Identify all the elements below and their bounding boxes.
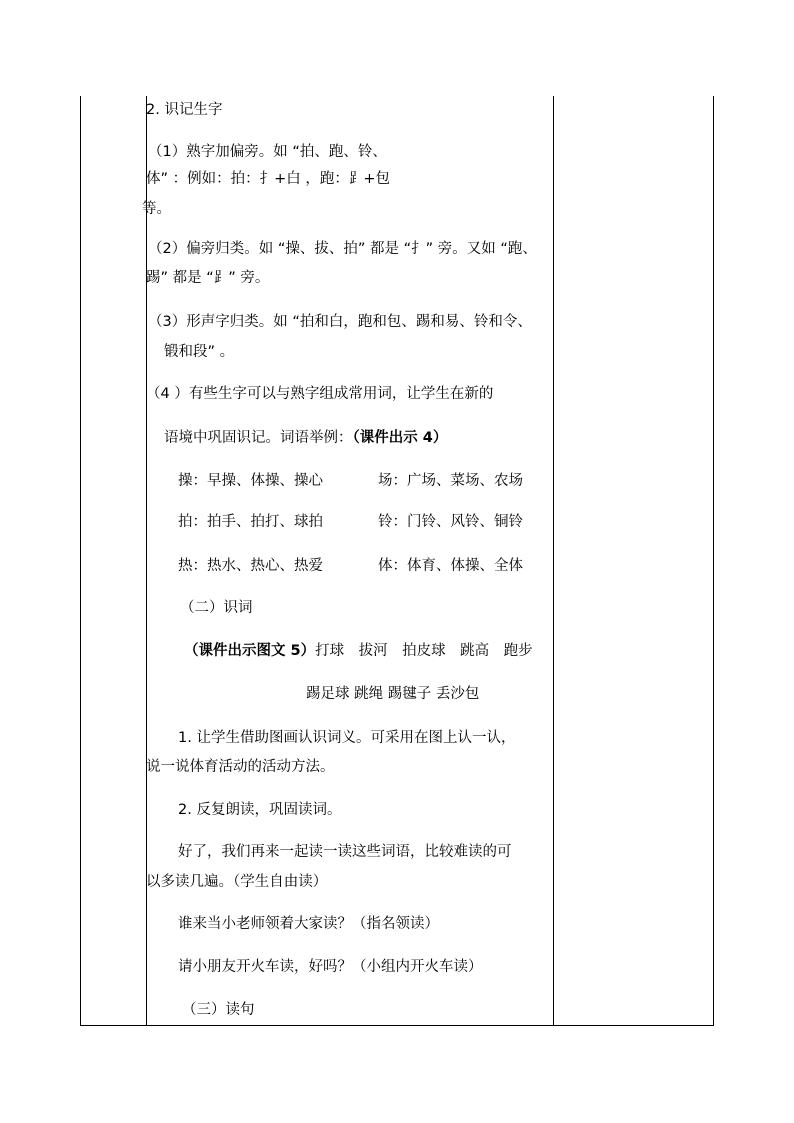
paragraph-line: （1）熟字加偏旁。如 “拍、跑、铃、 — [148, 144, 387, 160]
paragraph-line: 谁来当小老师领着大家读？（指名领读） — [178, 916, 439, 932]
paragraph-line: 踢” 都是 “⻊” 旁。 — [146, 270, 270, 286]
courseware-words-line — [184, 641, 533, 661]
paragraph-line: 请小朋友开火车读，好吗？（小组内开火车读） — [178, 959, 483, 975]
paragraph-line: 2. 反复朗读，巩固读词。 — [178, 802, 342, 818]
table-border-right — [713, 96, 714, 1026]
word-example: 体：体育、体操、全体 — [378, 558, 523, 574]
word-example: 场：广场、菜场、农场 — [378, 473, 523, 489]
paragraph-line: 体” ：例如：拍：扌+白 ，跑：⻊+包 — [146, 171, 391, 187]
paragraph-line: （3）形声字归类。如 “拍和白，跑和包、踢和易、铃和令、 — [148, 314, 532, 330]
paragraph-line: 以多读几遍。（学生自由读） — [146, 874, 328, 890]
content-cell — [142, 96, 554, 1026]
word-example: 拍：拍手、拍打、球拍 — [178, 514, 323, 530]
section-heading-words: （二）识词 — [180, 600, 253, 616]
courseware-label: （课件出示图文 5） — [184, 643, 316, 659]
paragraph-line — [164, 428, 447, 448]
paragraph-line: 等。 — [142, 201, 171, 217]
section-heading-sentences: （三）读句 — [182, 1002, 255, 1018]
word-example: 热：热水、热心、热爱 — [178, 558, 323, 574]
word-example: 操：早操、体操、操心 — [178, 473, 323, 489]
paragraph-line: 1. 让学生借助图画认识词义。可采用在图上认一认， — [178, 730, 516, 746]
word-example: 铃：门铃、风铃、铜铃 — [378, 514, 523, 530]
paragraph-line: 说一说体育活动的活动方法。 — [146, 759, 335, 775]
paragraph-line: （4 ）有些生字可以与熟字组成常用词，让学生在新的 — [146, 386, 494, 402]
words-list: 打球 拔河 拍皮球 跳高 跑步 — [315, 643, 533, 659]
paragraph-text: 语境中巩固识记。词语举例： — [164, 430, 353, 446]
paragraph-line: 锻和段” 。 — [164, 344, 235, 360]
heading-recognize-characters: 2. 识记生字 — [146, 102, 223, 118]
courseware-label: （课件出示 4） — [352, 430, 448, 446]
paragraph-line: （2）偏旁归类。如 “操、拔、拍” 都是 “扌” 旁。又如 “跑、 — [148, 241, 537, 257]
paragraph-line: 好了，我们再来一起读一读这些词语，比较难读的可 — [178, 844, 512, 860]
words-list: 踢足球 跳绳 踢毽子 丢沙包 — [306, 686, 480, 702]
table-border-left — [80, 96, 81, 1026]
